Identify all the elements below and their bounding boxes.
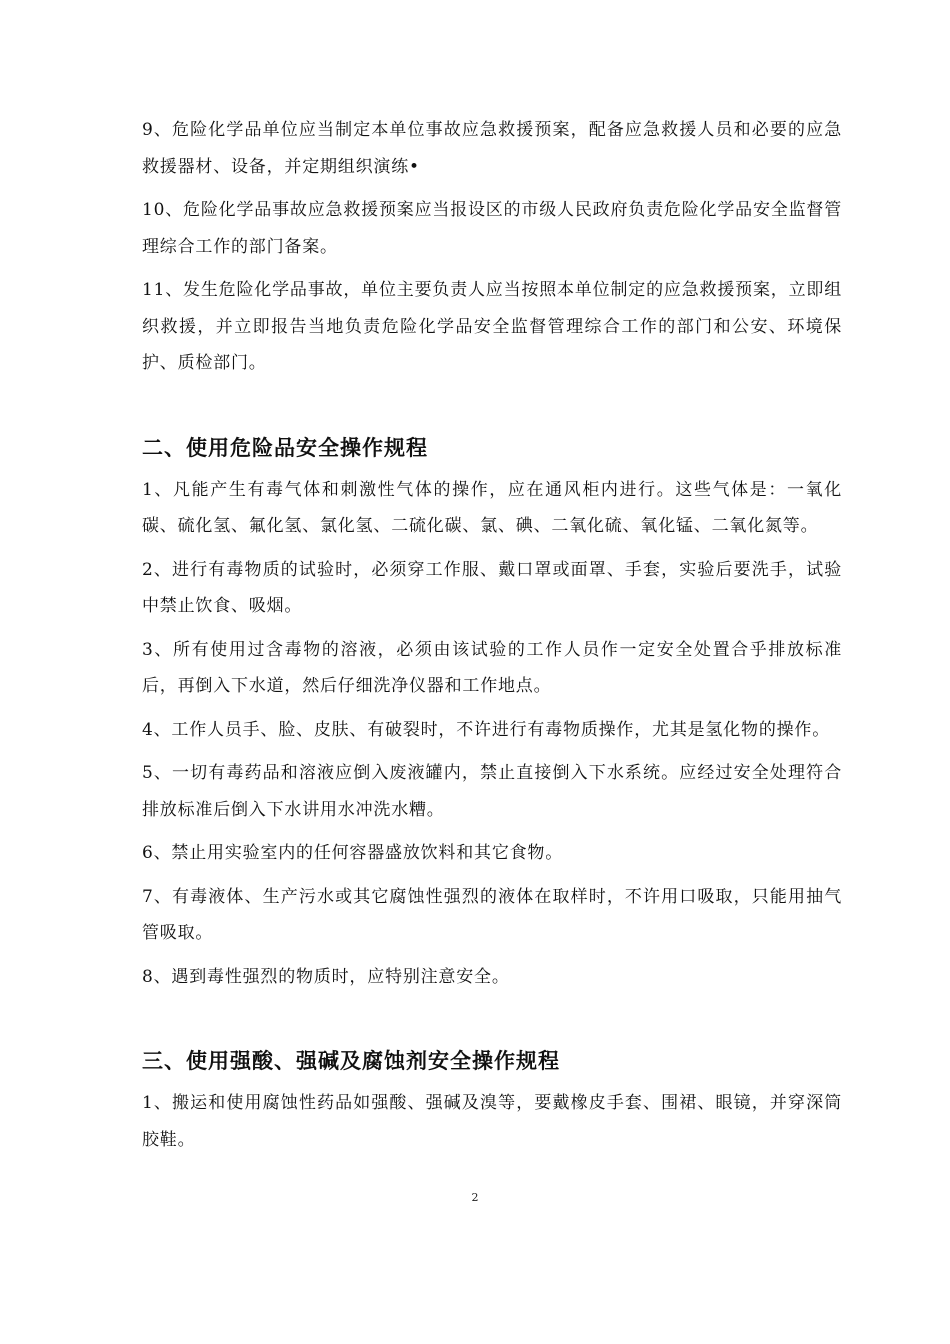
section2-item-3: 3、所有使用过含毒物的溶液，必须由该试验的工作人员作一定安全处置合乎排放标准后，再倒入下水道，然后仔细洗净仪器和工作地点。 <box>142 639 842 696</box>
page-content <box>142 112 842 1158</box>
section2-item-2: 2、进行有毒物质的试验时，必须穿工作服、戴口罩或面罩、手套，实验后要洗手，试验中禁止饮食、吸烟。 <box>142 559 842 616</box>
section2-item-6: 6、禁止用实验室内的任何容器盛放饮料和其它食物。 <box>142 843 564 863</box>
section2-item-1: 1、凡能产生有毒气体和刺激性气体的操作，应在通风柜内进行。这些气体是：一氧化碳、硫化氢、氟化氢、氯化氢、二硫化碳、氯、碘、二氧化硫、氧化锰、二氧化氮等。 <box>142 479 842 536</box>
page-number: 2 <box>471 1191 479 1204</box>
section2-item-4: 4、工作人员手、脸、皮肤、有破裂时，不许进行有毒物质操作，尤其是氢化物的操作。 <box>142 719 831 740</box>
paragraph-item-10: 10、危险化学品事故应急救援预案应当报设区的市级人民政府负责危险化学品安全监督管理综合工作的部门备案。 <box>142 200 842 257</box>
paragraph-item-11: 11、发生危险化学品事故，单位主要负责人应当按照本单位制定的应急救援预案，立即组织救援，并立即报告当地负责危险化学品安全监督管理综合工作的部门和公安、环境保护、质检部门。 <box>142 280 842 373</box>
section2-item-7: 7、有毒液体、生产污水或其它腐蚀性强烈的液体在取样时，不许用口吸取，只能用抽气管吸取。 <box>142 886 842 943</box>
section2-item-8: 8、遇到毒性强烈的物质时，应特别注意安全。 <box>142 966 510 987</box>
section-heading-2: 二、使用危险品安全操作规程 <box>142 434 428 460</box>
section-heading-3: 三、使用强酸、强碱及腐蚀剂安全操作规程 <box>142 1048 560 1073</box>
section3-item-1: 1、搬运和使用腐蚀性药品如强酸、强碱及溴等，要戴橡皮手套、围裙、眼镜，并穿深筒胶鞋。 <box>142 1093 842 1150</box>
paragraph-item-9: 9、危险化学品单位应当制定本单位事故应急救援预案，配备应急救援人员和必要的应急救援器材、设备，并定期组织演练• <box>142 120 842 177</box>
section2-item-5: 5、一切有毒药品和溶液应倒入废液罐内，禁止直接倒入下水系统。应经过安全处理符合排放标准后倒入下水讲用水冲洗水糟。 <box>142 763 842 820</box>
